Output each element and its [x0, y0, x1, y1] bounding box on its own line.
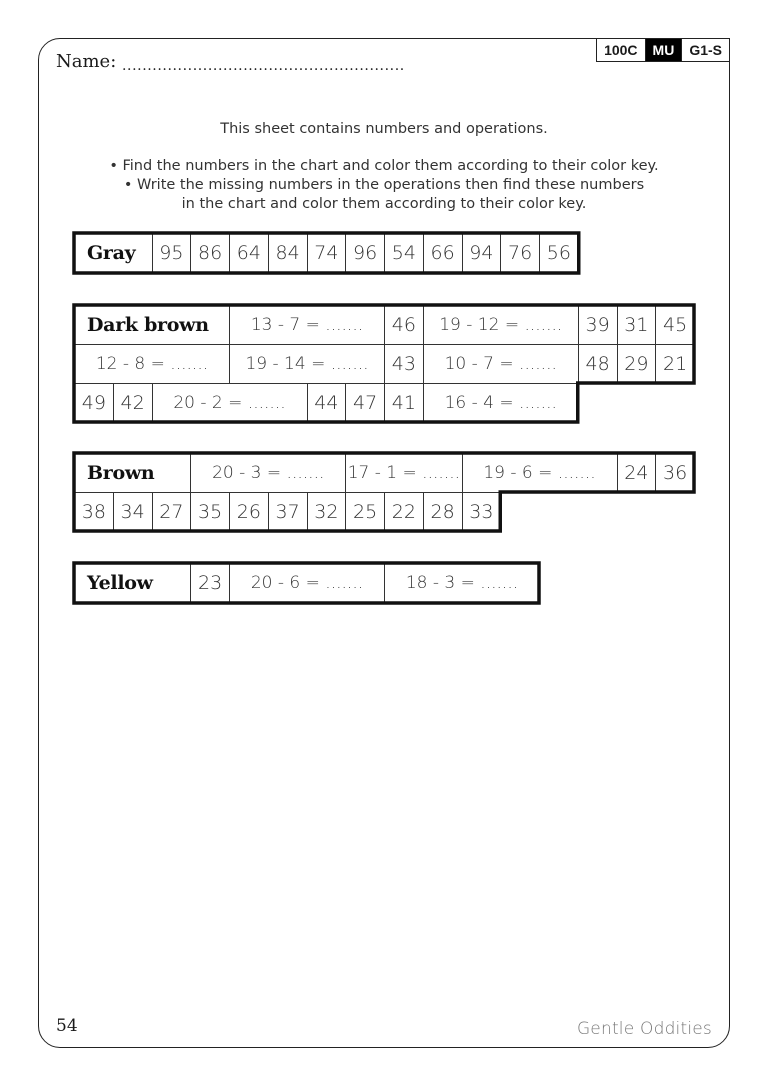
code-level: 100C — [604, 42, 638, 58]
brand-logo: Gentle Oddities — [576, 1019, 712, 1039]
operation-cell[interactable]: 20 - 3 = ....... — [190, 453, 346, 493]
number-cell[interactable]: 44 — [307, 383, 347, 423]
instruction-line-1: • Find the numbers in the chart and color them according to their color key. — [109, 158, 659, 174]
number-cell[interactable]: 38 — [74, 492, 114, 532]
number-cell[interactable]: 24 — [617, 453, 657, 493]
page-number: 54 — [56, 1016, 78, 1036]
number-cell[interactable]: 94 — [462, 233, 502, 273]
number-cell[interactable]: 95 — [152, 233, 192, 273]
operation-cell[interactable]: 19 - 6 = ....... — [462, 453, 618, 493]
number-cell[interactable]: 21 — [655, 344, 695, 384]
number-cell[interactable]: 54 — [384, 233, 424, 273]
number-cell[interactable]: 41 — [384, 383, 424, 423]
color-key-gray: Gray — [74, 233, 153, 273]
code-grade: G1-S — [681, 39, 729, 61]
number-cell[interactable]: 46 — [384, 305, 424, 345]
operation-cell[interactable]: 10 - 7 = ....... — [423, 344, 579, 384]
number-cell[interactable]: 34 — [113, 492, 153, 532]
number-cell[interactable]: 96 — [345, 233, 385, 273]
operation-cell[interactable]: 17 - 1 = ....... — [345, 453, 462, 493]
number-cell[interactable]: 22 — [384, 492, 424, 532]
intro-text: This sheet contains numbers and operations. — [220, 121, 548, 137]
number-cell[interactable]: 86 — [190, 233, 230, 273]
operation-cell[interactable]: 13 - 7 = ....... — [229, 305, 385, 345]
number-cell[interactable]: 35 — [190, 492, 230, 532]
code-topic: MU — [645, 39, 682, 61]
number-cell[interactable]: 39 — [578, 305, 618, 345]
number-cell[interactable]: 43 — [384, 344, 424, 384]
operation-cell[interactable]: 16 - 4 = ....... — [423, 383, 579, 423]
number-cell[interactable]: 28 — [423, 492, 463, 532]
number-cell[interactable]: 47 — [345, 383, 385, 423]
instruction-line-2: • Write the missing numbers in the operations then find these numbers — [123, 177, 645, 193]
number-cell[interactable]: 23 — [190, 563, 230, 603]
worksheet-code-box — [596, 38, 730, 62]
color-key-brown: Brown — [74, 453, 191, 493]
number-cell[interactable]: 84 — [268, 233, 308, 273]
number-cell[interactable]: 48 — [578, 344, 618, 384]
operation-cell[interactable]: 12 - 8 = ....... — [74, 344, 230, 384]
number-cell[interactable]: 36 — [655, 453, 695, 493]
color-key-dark-brown: Dark brown — [74, 305, 230, 345]
operation-cell[interactable]: 20 - 6 = ....... — [229, 563, 385, 603]
number-cell[interactable]: 42 — [113, 383, 153, 423]
number-cell[interactable]: 76 — [500, 233, 540, 273]
instruction-line-3: in the chart and color them according to their color key. — [181, 196, 587, 212]
operation-cell[interactable]: 20 - 2 = ....... — [152, 383, 308, 423]
number-cell[interactable]: 74 — [307, 233, 347, 273]
number-cell[interactable]: 25 — [345, 492, 385, 532]
number-cell[interactable]: 64 — [229, 233, 269, 273]
number-cell[interactable]: 56 — [539, 233, 579, 273]
number-cell[interactable]: 66 — [423, 233, 463, 273]
number-cell[interactable]: 32 — [307, 492, 347, 532]
number-cell[interactable]: 45 — [655, 305, 695, 345]
number-cell[interactable]: 33 — [462, 492, 502, 532]
name-field[interactable]: ........................................................ — [122, 58, 405, 74]
number-cell[interactable]: 26 — [229, 492, 269, 532]
number-cell[interactable]: 31 — [617, 305, 657, 345]
operation-cell[interactable]: 18 - 3 = ....... — [384, 563, 540, 603]
number-cell[interactable]: 37 — [268, 492, 308, 532]
operation-cell[interactable]: 19 - 14 = ....... — [229, 344, 385, 384]
number-cell[interactable]: 49 — [74, 383, 114, 423]
name-label: Name: — [56, 51, 117, 72]
number-cell[interactable]: 27 — [152, 492, 192, 532]
operation-cell[interactable]: 19 - 12 = ....... — [423, 305, 579, 345]
color-key-yellow: Yellow — [74, 563, 191, 603]
number-cell[interactable]: 29 — [617, 344, 657, 384]
